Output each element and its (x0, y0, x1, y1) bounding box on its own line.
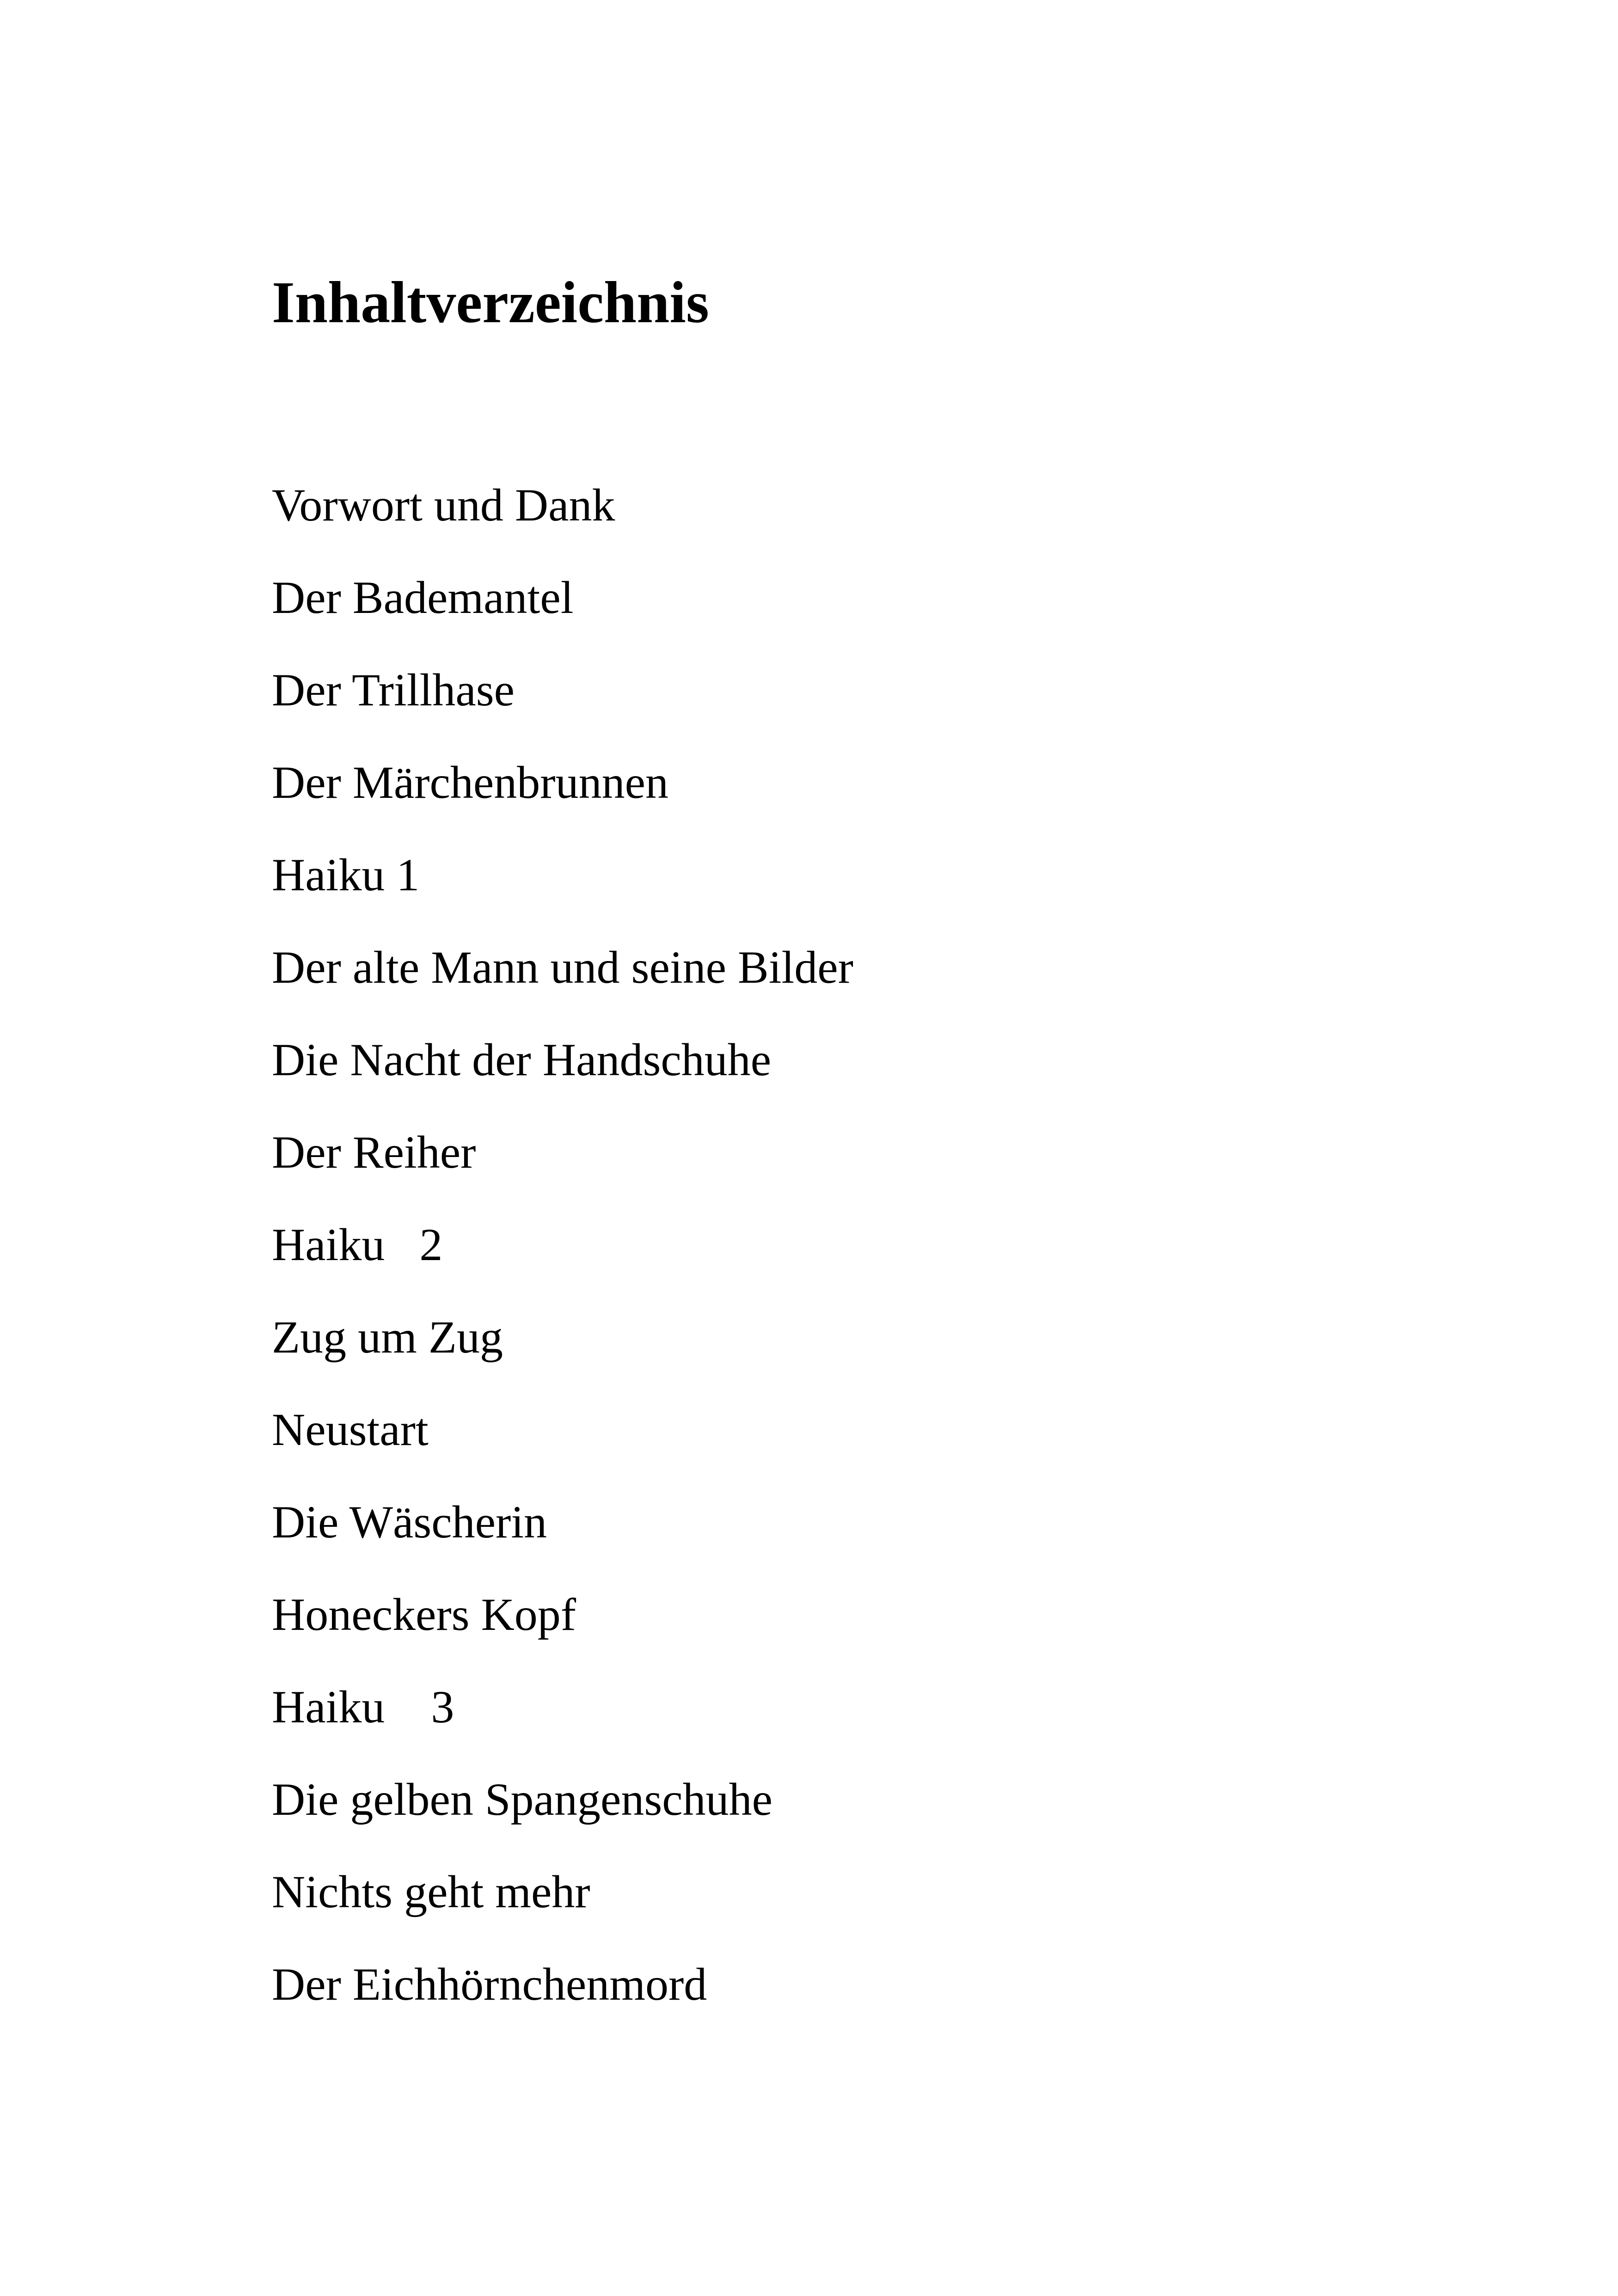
toc-entry[interactable]: Zug um Zug (272, 1311, 503, 1363)
toc-entry[interactable]: Haiku 1 (272, 849, 420, 900)
toc-entry[interactable]: Der Trillhase (272, 664, 515, 716)
toc-entry[interactable]: Der Bademantel (272, 572, 574, 623)
toc-entry[interactable]: Der Reiher (272, 1127, 476, 1178)
toc-entry[interactable]: Die Nacht der Handschuhe (272, 1034, 772, 1085)
toc-entry[interactable]: Die gelben Spangenschuhe (272, 1774, 773, 1825)
toc-entry[interactable]: Der alte Mann und seine Bilder (272, 942, 853, 993)
table-of-contents (272, 479, 853, 2054)
toc-entry[interactable]: Haiku 2 (272, 1219, 443, 1270)
toc-entry[interactable]: Haiku 3 (272, 1681, 454, 1733)
toc-entry[interactable]: Der Märchenbrunnen (272, 757, 668, 808)
toc-entry[interactable]: Honeckers Kopf (272, 1589, 576, 1640)
toc-entry[interactable]: Die Wäscherin (272, 1496, 547, 1548)
toc-entry[interactable]: Der Eichhörnchenmord (272, 1959, 707, 2010)
toc-entry[interactable]: Nichts geht mehr (272, 1866, 590, 1917)
toc-entry[interactable]: Neustart (272, 1404, 429, 1455)
page-title: Inhaltverzeichnis (272, 269, 709, 335)
toc-entry[interactable]: Vorwort und Dank (272, 479, 615, 531)
